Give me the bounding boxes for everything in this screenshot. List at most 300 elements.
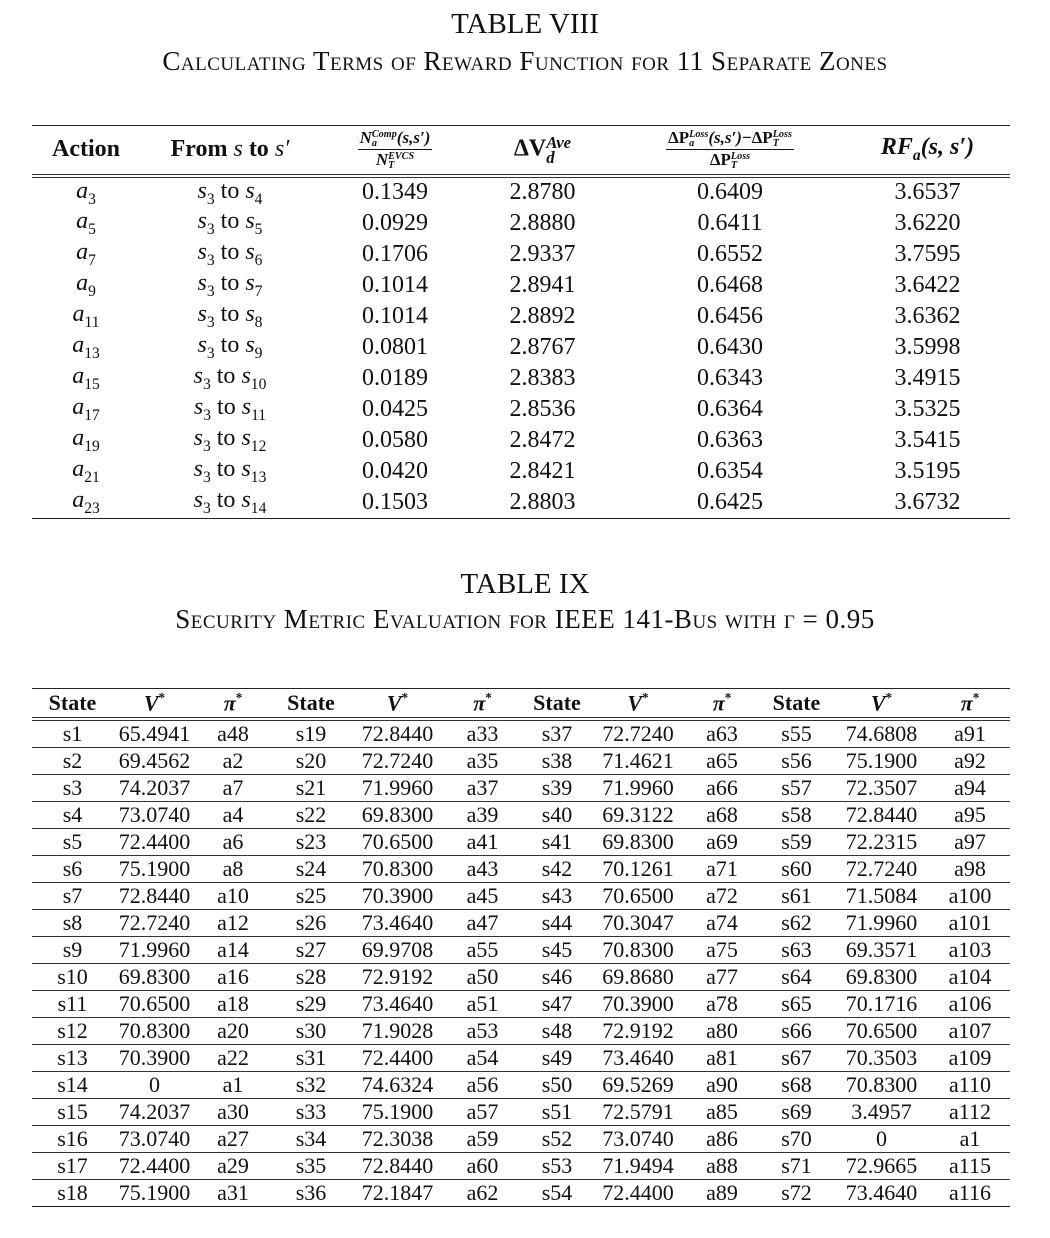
table-row xyxy=(32,1044,1010,1071)
policy-cell: a85 xyxy=(684,1098,760,1125)
state-cell: s4 xyxy=(32,801,113,828)
value-cell: 72.3038 xyxy=(352,1125,443,1152)
policy-cell: a80 xyxy=(684,1017,760,1044)
action-cell: $a_3$ xyxy=(76,177,96,208)
state-cell: s1 xyxy=(62,720,83,746)
value-cell: 72.4400 xyxy=(113,1152,196,1179)
compromised-ratio-cell: 0.0929 xyxy=(362,210,428,237)
policy-cell: a95 xyxy=(930,801,1010,828)
value-cell: 0 xyxy=(113,1071,196,1098)
value-cell: 72.5791 xyxy=(592,1098,684,1125)
policy-cell: a86 xyxy=(684,1125,760,1152)
loss-ratio-cell: 0.6456 xyxy=(697,303,763,330)
loss-ratio-cell: 0.6425 xyxy=(697,489,763,516)
policy-cell: a112 xyxy=(930,1098,1010,1125)
loss-ratio-cell: 0.6343 xyxy=(697,365,763,392)
state-cell: s9 xyxy=(32,936,113,963)
state-cell: s53 xyxy=(522,1152,592,1179)
voltage-deviation-cell: 2.8780 xyxy=(509,179,576,206)
transition-cell: $s_3$ to $s_6$ xyxy=(197,239,263,270)
value-cell: 69.3571 xyxy=(833,936,930,963)
loss-ratio-cell: 0.6409 xyxy=(697,179,763,206)
value-cell: 72.7240 xyxy=(113,909,196,936)
policy-cell: a47 xyxy=(443,909,522,936)
transition-cell: $s_3$ to $s_8$ xyxy=(197,301,263,332)
table-row xyxy=(32,425,1010,456)
state-cell: s66 xyxy=(760,1017,833,1044)
reward-cell: 3.6362 xyxy=(894,303,961,330)
policy-cell: a54 xyxy=(443,1044,522,1071)
state-cell: s68 xyxy=(760,1071,833,1098)
state-cell: s31 xyxy=(270,1044,352,1071)
table-row xyxy=(32,456,1010,487)
policy-cell: a109 xyxy=(930,1044,1010,1071)
state-cell: s69 xyxy=(760,1098,833,1125)
value-cell: 72.9192 xyxy=(592,1017,684,1044)
state-cell: s17 xyxy=(32,1152,113,1179)
voltage-deviation-cell: 2.8421 xyxy=(509,458,576,485)
value-cell: 70.6500 xyxy=(592,882,684,909)
table-row xyxy=(32,936,1010,963)
value-cell: 69.8300 xyxy=(352,801,443,828)
state-cell: s61 xyxy=(760,882,833,909)
value-cell: 72.7240 xyxy=(602,720,674,746)
value-cell: 0 xyxy=(833,1125,930,1152)
table-row xyxy=(32,176,1010,209)
security-metric-table xyxy=(32,688,1010,1207)
action-cell: $a_{13}$ xyxy=(72,332,100,363)
compromised-ratio-cell: 0.0425 xyxy=(362,396,428,423)
value-cell: 72.7240 xyxy=(352,747,443,774)
table-row xyxy=(32,801,1010,828)
value-cell: 71.9960 xyxy=(352,774,443,801)
value-cell: 69.5269 xyxy=(592,1071,684,1098)
header-state: State xyxy=(760,689,833,719)
policy-cell: a69 xyxy=(684,828,760,855)
policy-cell: a1 xyxy=(196,1071,270,1098)
loss-ratio-cell: 0.6363 xyxy=(697,427,763,454)
value-cell: 71.9960 xyxy=(113,936,196,963)
loss-ratio-cell: 0.6354 xyxy=(697,458,763,485)
loss-ratio-cell: 0.6364 xyxy=(697,396,763,423)
voltage-deviation-cell: 2.9337 xyxy=(509,241,576,268)
value-cell: 69.8680 xyxy=(592,963,684,990)
compromised-ratio-cell: 0.0420 xyxy=(362,458,428,485)
value-cell: 74.2037 xyxy=(113,1098,196,1125)
policy-cell: a91 xyxy=(954,720,986,746)
transition-cell: $s_3$ to $s_9$ xyxy=(197,332,263,363)
policy-cell: a94 xyxy=(930,774,1010,801)
state-cell: s70 xyxy=(760,1125,833,1152)
policy-cell: a110 xyxy=(930,1071,1010,1098)
header-compromised-ratio: N Comp a (s,s′) N EVCS T xyxy=(320,126,470,176)
state-cell: s24 xyxy=(270,855,352,882)
value-cell: 75.1900 xyxy=(113,1179,196,1206)
reward-cell: 3.5998 xyxy=(894,334,961,361)
transition-cell: $s_3$ to $s_{11}$ xyxy=(193,394,267,425)
state-cell: s49 xyxy=(522,1044,592,1071)
policy-cell: a41 xyxy=(443,828,522,855)
state-cell: s25 xyxy=(270,882,352,909)
state-cell: s26 xyxy=(270,909,352,936)
policy-cell: a66 xyxy=(684,774,760,801)
reward-cell: 3.6732 xyxy=(894,489,961,516)
value-cell: 75.1900 xyxy=(833,747,930,774)
policy-cell: a31 xyxy=(196,1179,270,1206)
policy-cell: a63 xyxy=(706,720,738,746)
policy-cell: a14 xyxy=(196,936,270,963)
state-cell: s42 xyxy=(522,855,592,882)
header-action: Action xyxy=(32,126,140,176)
state-cell: s32 xyxy=(270,1071,352,1098)
policy-cell: a53 xyxy=(443,1017,522,1044)
policy-cell: a56 xyxy=(443,1071,522,1098)
value-cell: 71.5084 xyxy=(833,882,930,909)
state-cell: s10 xyxy=(32,963,113,990)
action-cell: $a_{23}$ xyxy=(72,487,100,518)
compromised-ratio-cell: 0.1503 xyxy=(362,489,428,516)
value-cell: 72.9665 xyxy=(833,1152,930,1179)
value-cell: 72.8440 xyxy=(113,882,196,909)
policy-cell: a81 xyxy=(684,1044,760,1071)
policy-cell: a88 xyxy=(684,1152,760,1179)
header-value: V* xyxy=(833,689,930,719)
table-row xyxy=(32,855,1010,882)
policy-cell: a7 xyxy=(196,774,270,801)
table-row xyxy=(32,1071,1010,1098)
table-header-row xyxy=(32,689,1010,719)
value-cell: 69.4562 xyxy=(113,747,196,774)
action-cell: $a_{15}$ xyxy=(72,363,100,394)
value-cell: 70.6500 xyxy=(833,1017,930,1044)
table8-subtitle: Calculating Terms of Reward Function for 11 Separate Zones xyxy=(162,46,888,76)
state-cell: s5 xyxy=(32,828,113,855)
table-row xyxy=(32,1152,1010,1179)
state-cell: s6 xyxy=(32,855,113,882)
table-row xyxy=(32,747,1010,774)
policy-cell: a72 xyxy=(684,882,760,909)
policy-cell: a45 xyxy=(443,882,522,909)
state-cell: s60 xyxy=(760,855,833,882)
voltage-deviation-cell: 2.8536 xyxy=(509,396,576,423)
header-loss-ratio: ΔP Loss a (s,s′)−ΔP Loss T ΔP Loss T xyxy=(615,126,845,176)
policy-cell: a107 xyxy=(930,1017,1010,1044)
value-cell: 73.0740 xyxy=(113,801,196,828)
policy-cell: a59 xyxy=(443,1125,522,1152)
policy-cell: a100 xyxy=(930,882,1010,909)
voltage-deviation-cell: 2.8880 xyxy=(509,210,576,237)
state-cell: s29 xyxy=(270,990,352,1017)
policy-cell: a116 xyxy=(930,1179,1010,1206)
value-cell: 71.9494 xyxy=(592,1152,684,1179)
header-state: State xyxy=(32,689,113,719)
voltage-deviation-cell: 2.8941 xyxy=(509,272,576,299)
value-cell: 72.8440 xyxy=(361,720,434,746)
table-row xyxy=(32,208,1010,239)
value-cell: 3.4957 xyxy=(833,1098,930,1125)
policy-cell: a60 xyxy=(443,1152,522,1179)
table-row xyxy=(32,1017,1010,1044)
state-cell: s55 xyxy=(781,720,812,746)
table-row xyxy=(32,1179,1010,1206)
header-value: V* xyxy=(592,689,684,719)
policy-cell: a77 xyxy=(684,963,760,990)
table-row xyxy=(32,363,1010,394)
voltage-deviation-cell: 2.8472 xyxy=(509,427,576,454)
state-cell: s40 xyxy=(522,801,592,828)
state-cell: s44 xyxy=(522,909,592,936)
value-cell: 69.9708 xyxy=(352,936,443,963)
state-cell: s27 xyxy=(270,936,352,963)
state-cell: s65 xyxy=(760,990,833,1017)
table-row xyxy=(32,394,1010,425)
policy-cell: a68 xyxy=(684,801,760,828)
policy-cell: a1 xyxy=(930,1125,1010,1152)
value-cell: 73.4640 xyxy=(592,1044,684,1071)
value-cell: 69.3122 xyxy=(592,801,684,828)
state-cell: s39 xyxy=(522,774,592,801)
header-policy: π* xyxy=(196,689,270,719)
loss-ratio-cell: 0.6411 xyxy=(697,210,763,237)
voltage-deviation-cell: 2.8383 xyxy=(509,365,576,392)
value-cell: 72.8440 xyxy=(833,801,930,828)
value-cell: 72.7240 xyxy=(833,855,930,882)
table-row xyxy=(32,1098,1010,1125)
voltage-deviation-cell: 2.8892 xyxy=(509,303,576,330)
policy-cell: a90 xyxy=(684,1071,760,1098)
header-policy: π* xyxy=(443,689,522,719)
action-cell: $a_{11}$ xyxy=(72,301,100,332)
state-cell: s11 xyxy=(32,990,113,1017)
state-cell: s43 xyxy=(522,882,592,909)
value-cell: 72.1847 xyxy=(352,1179,443,1206)
state-cell: s37 xyxy=(541,720,573,746)
policy-cell: a48 xyxy=(217,720,249,746)
state-cell: s46 xyxy=(522,963,592,990)
action-cell: $a_{21}$ xyxy=(72,456,100,487)
policy-cell: a16 xyxy=(196,963,270,990)
policy-cell: a30 xyxy=(196,1098,270,1125)
state-cell: s50 xyxy=(522,1071,592,1098)
state-cell: s14 xyxy=(32,1071,113,1098)
value-cell: 70.8300 xyxy=(592,936,684,963)
table-row xyxy=(32,882,1010,909)
reward-cell: 3.4915 xyxy=(894,365,961,392)
policy-cell: a8 xyxy=(196,855,270,882)
loss-ratio-cell: 0.6552 xyxy=(697,241,763,268)
value-cell: 74.6808 xyxy=(845,720,918,746)
table9-subtitle: Security Metric Evaluation for IEEE 141-Bus with γ = 0.95 xyxy=(175,604,875,634)
state-cell: s36 xyxy=(270,1179,352,1206)
transition-cell: $s_3$ to $s_5$ xyxy=(197,208,263,239)
value-cell: 72.4400 xyxy=(592,1179,684,1206)
reward-cell: 3.6220 xyxy=(894,210,961,237)
reward-cell: 3.7595 xyxy=(894,241,961,268)
action-cell: $a_{17}$ xyxy=(72,394,100,425)
value-cell: 73.0740 xyxy=(592,1125,684,1152)
state-cell: s22 xyxy=(270,801,352,828)
value-cell: 69.8300 xyxy=(592,828,684,855)
value-cell: 70.8300 xyxy=(833,1071,930,1098)
state-cell: s62 xyxy=(760,909,833,936)
voltage-deviation-cell: 2.8803 xyxy=(509,489,576,516)
header-voltage-deviation: ΔV Ave d xyxy=(470,126,615,176)
state-cell: s58 xyxy=(760,801,833,828)
table-row xyxy=(32,332,1010,363)
state-cell: s7 xyxy=(32,882,113,909)
state-cell: s30 xyxy=(270,1017,352,1044)
reward-cell: 3.5195 xyxy=(894,458,961,485)
header-state: State xyxy=(270,689,352,719)
value-cell: 70.3900 xyxy=(352,882,443,909)
value-cell: 75.1900 xyxy=(113,855,196,882)
value-cell: 72.4400 xyxy=(352,1044,443,1071)
policy-cell: a101 xyxy=(930,909,1010,936)
table-row xyxy=(32,990,1010,1017)
state-cell: s67 xyxy=(760,1044,833,1071)
policy-cell: a12 xyxy=(196,909,270,936)
policy-cell: a43 xyxy=(443,855,522,882)
value-cell: 72.2315 xyxy=(833,828,930,855)
value-cell: 70.3900 xyxy=(592,990,684,1017)
transition-cell: $s_3$ to $s_{12}$ xyxy=(193,425,267,456)
value-cell: 73.4640 xyxy=(352,909,443,936)
table-row xyxy=(32,487,1010,518)
value-cell: 71.9028 xyxy=(352,1017,443,1044)
policy-cell: a50 xyxy=(443,963,522,990)
action-cell: $a_5$ xyxy=(76,208,96,239)
state-cell: s47 xyxy=(522,990,592,1017)
table-row xyxy=(32,239,1010,270)
reward-cell: 3.5325 xyxy=(894,396,961,423)
compromised-ratio-cell: 0.1706 xyxy=(362,241,428,268)
value-cell: 70.3900 xyxy=(113,1044,196,1071)
state-cell: s51 xyxy=(522,1098,592,1125)
state-cell: s72 xyxy=(760,1179,833,1206)
policy-cell: a115 xyxy=(930,1152,1010,1179)
policy-cell: a92 xyxy=(930,747,1010,774)
table-row xyxy=(32,1125,1010,1152)
policy-cell: a35 xyxy=(443,747,522,774)
loss-ratio-cell: 0.6468 xyxy=(697,272,763,299)
policy-cell: a37 xyxy=(443,774,522,801)
state-cell: s20 xyxy=(270,747,352,774)
policy-cell: a39 xyxy=(443,801,522,828)
policy-cell: a89 xyxy=(684,1179,760,1206)
state-cell: s8 xyxy=(32,909,113,936)
policy-cell: a62 xyxy=(443,1179,522,1206)
policy-cell: a74 xyxy=(684,909,760,936)
header-policy: π* xyxy=(684,689,760,719)
value-cell: 70.1716 xyxy=(833,990,930,1017)
transition-cell: $s_3$ to $s_{14}$ xyxy=(193,487,267,518)
header-policy: π* xyxy=(930,689,1010,719)
state-cell: s21 xyxy=(270,774,352,801)
reward-cell: 3.5415 xyxy=(894,427,961,454)
table-row xyxy=(32,719,1010,748)
value-cell: 70.8300 xyxy=(113,1017,196,1044)
policy-cell: a98 xyxy=(930,855,1010,882)
compromised-ratio-cell: 0.0189 xyxy=(362,365,428,392)
reward-terms-table xyxy=(32,125,1010,519)
table-row xyxy=(32,270,1010,301)
value-cell: 70.6500 xyxy=(352,828,443,855)
table-header-row xyxy=(32,126,1010,176)
policy-cell: a103 xyxy=(930,936,1010,963)
state-cell: s3 xyxy=(32,774,113,801)
policy-cell: a2 xyxy=(196,747,270,774)
table-row xyxy=(32,909,1010,936)
action-cell: $a_7$ xyxy=(76,239,96,270)
transition-cell: $s_3$ to $s_{13}$ xyxy=(193,456,267,487)
compromised-ratio-cell: 0.1014 xyxy=(362,303,428,330)
state-cell: s38 xyxy=(522,747,592,774)
policy-cell: a4 xyxy=(196,801,270,828)
header-state: State xyxy=(522,689,592,719)
value-cell: 65.4941 xyxy=(118,720,191,746)
value-cell: 74.2037 xyxy=(113,774,196,801)
state-cell: s52 xyxy=(522,1125,592,1152)
state-cell: s19 xyxy=(295,720,327,746)
value-cell: 71.9960 xyxy=(833,909,930,936)
state-cell: s41 xyxy=(522,828,592,855)
policy-cell: a20 xyxy=(196,1017,270,1044)
value-cell: 70.3503 xyxy=(833,1044,930,1071)
value-cell: 70.1261 xyxy=(592,855,684,882)
table-row xyxy=(32,963,1010,990)
policy-cell: a106 xyxy=(930,990,1010,1017)
transition-cell: $s_3$ to $s_4$ xyxy=(197,177,263,208)
header-value: V* xyxy=(113,689,196,719)
value-cell: 71.9960 xyxy=(592,774,684,801)
value-cell: 72.3507 xyxy=(833,774,930,801)
state-cell: s64 xyxy=(760,963,833,990)
value-cell: 70.6500 xyxy=(113,990,196,1017)
value-cell: 75.1900 xyxy=(352,1098,443,1125)
value-cell: 74.6324 xyxy=(352,1071,443,1098)
voltage-deviation-cell: 2.8767 xyxy=(509,334,576,361)
table-row xyxy=(32,828,1010,855)
policy-cell: a97 xyxy=(930,828,1010,855)
action-cell: $a_{19}$ xyxy=(72,425,100,456)
policy-cell: a33 xyxy=(466,720,499,746)
policy-cell: a51 xyxy=(443,990,522,1017)
policy-cell: a6 xyxy=(196,828,270,855)
value-cell: 72.9192 xyxy=(352,963,443,990)
transition-cell: $s_3$ to $s_{10}$ xyxy=(193,363,267,394)
value-cell: 73.4640 xyxy=(833,1179,930,1206)
state-cell: s59 xyxy=(760,828,833,855)
action-cell: $a_9$ xyxy=(76,270,96,301)
header-from-to: From s to s′ xyxy=(140,126,320,176)
value-cell: 73.0740 xyxy=(113,1125,196,1152)
state-cell: s15 xyxy=(32,1098,113,1125)
policy-cell: a10 xyxy=(196,882,270,909)
policy-cell: a104 xyxy=(930,963,1010,990)
header-value: V* xyxy=(352,689,443,719)
state-cell: s2 xyxy=(32,747,113,774)
value-cell: 69.8300 xyxy=(113,963,196,990)
state-cell: s35 xyxy=(270,1152,352,1179)
state-cell: s12 xyxy=(32,1017,113,1044)
policy-cell: a57 xyxy=(443,1098,522,1125)
state-cell: s56 xyxy=(760,747,833,774)
compromised-ratio-cell: 0.0801 xyxy=(362,334,428,361)
state-cell: s23 xyxy=(270,828,352,855)
value-cell: 69.8300 xyxy=(833,963,930,990)
state-cell: s33 xyxy=(270,1098,352,1125)
policy-cell: a18 xyxy=(196,990,270,1017)
